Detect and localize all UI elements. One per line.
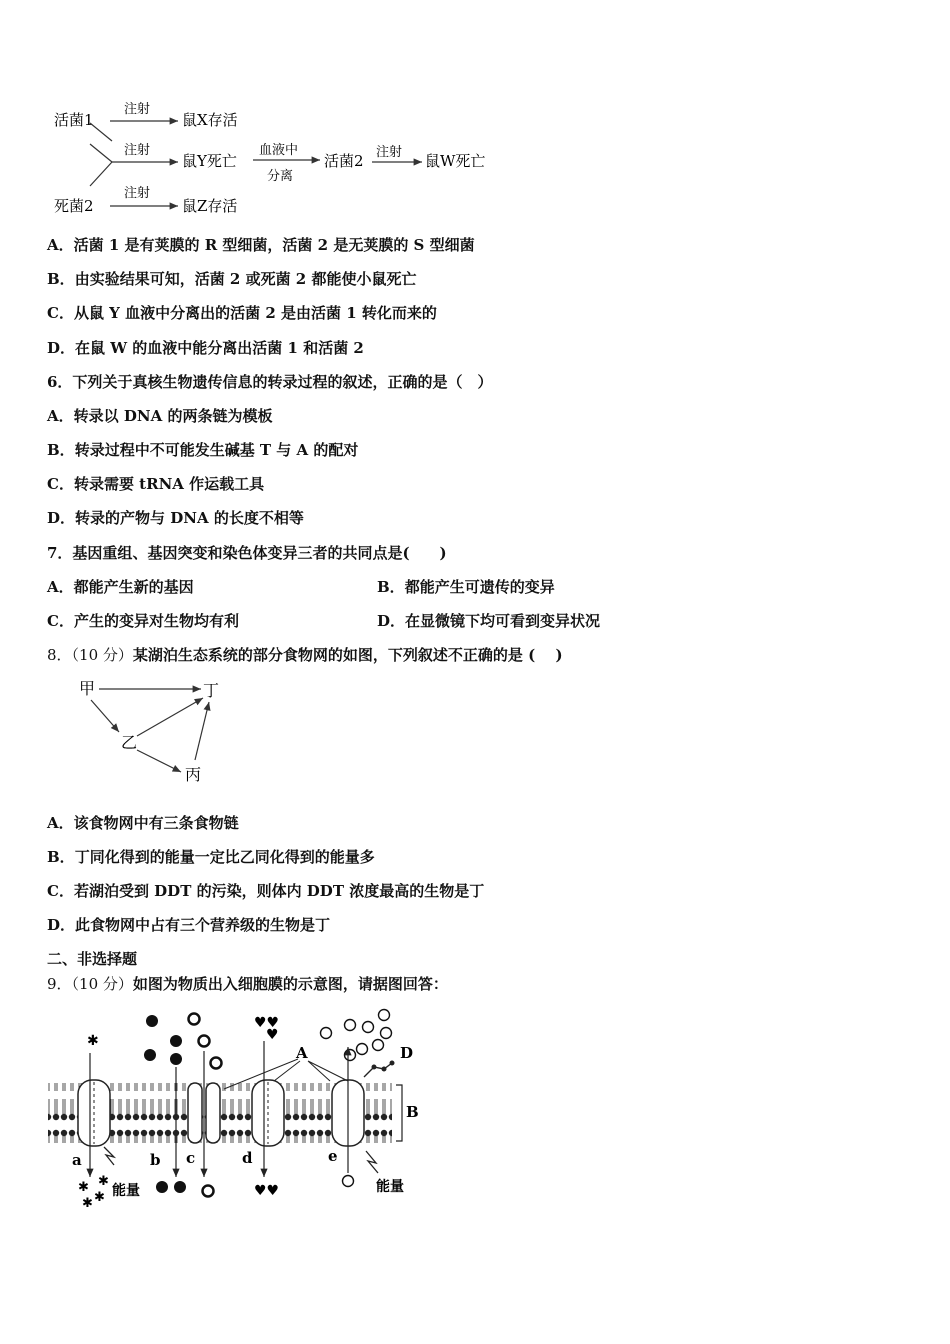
inject-label-4: 注射 xyxy=(124,186,151,201)
option-text: 从鼠 Y 血液中分离出的活菌 2 是由活菌 1 转化而来的 xyxy=(73,304,437,322)
heart-particle: ♥♥ xyxy=(254,1015,280,1031)
option-letter: A． xyxy=(47,578,74,596)
star-particle: ✱ xyxy=(98,1174,109,1189)
open-particle xyxy=(379,1010,390,1021)
label-c: c xyxy=(186,1149,196,1167)
inject-label-1: 注射 xyxy=(124,102,151,117)
arrow-bing-ding xyxy=(195,702,209,760)
section-heading: 二、非选择题 xyxy=(47,950,138,968)
option-letter: A． xyxy=(47,814,74,832)
option-letter: C． xyxy=(47,612,74,630)
star-particle: ✱ xyxy=(94,1190,105,1205)
q8-option-b xyxy=(47,847,375,867)
ring-particle xyxy=(203,1186,214,1197)
option-text: 转录以 DNA 的两条链为模板 xyxy=(73,407,273,425)
energy-zigzag-a xyxy=(104,1147,114,1165)
option-letter: D． xyxy=(47,916,76,934)
option-text: 若湖泊受到 DDT 的污染，则体内 DDT 浓度最高的生物是丁 xyxy=(73,882,485,900)
label-e: e xyxy=(328,1147,338,1165)
label-b-upper: B xyxy=(406,1103,419,1121)
open-particle xyxy=(321,1028,332,1039)
open-particle xyxy=(381,1028,392,1039)
q6-option-c xyxy=(47,474,264,494)
q7-option-a xyxy=(47,577,194,597)
solid-particle xyxy=(170,1035,182,1047)
option-text: 都能产生可遗传的变异 xyxy=(404,578,555,596)
option-text: 在鼠 W 的血液中能分离出活菌 1 和活菌 2 xyxy=(75,339,364,357)
inject-label-3: 注射 xyxy=(376,145,403,160)
option-text: 都能产生新的基因 xyxy=(73,578,194,596)
option-letter: A． xyxy=(47,236,74,254)
open-particle xyxy=(345,1020,356,1031)
option-letter: B． xyxy=(47,441,75,459)
label-a-upper: A xyxy=(296,1044,308,1062)
q8-option-a xyxy=(47,813,239,833)
q6-option-a xyxy=(47,406,272,426)
solid-particle xyxy=(146,1015,158,1027)
question-text: 如图为物质出入细胞膜的示意图，请据图回答： xyxy=(132,975,448,993)
node-bing: 丙 xyxy=(185,765,202,784)
ring-particle xyxy=(199,1036,210,1047)
sugar-dot-3 xyxy=(390,1061,395,1066)
q7-option-d xyxy=(377,611,600,631)
q8-stem xyxy=(47,645,563,665)
solid-particle xyxy=(156,1181,168,1193)
q5-option-a xyxy=(47,235,475,255)
option-letter: A． xyxy=(47,407,74,425)
option-letter: D． xyxy=(377,612,406,630)
q9-stem xyxy=(47,974,448,994)
sugar-dot-1 xyxy=(372,1065,377,1070)
sugar-dot-2 xyxy=(382,1067,387,1072)
open-particle xyxy=(357,1044,368,1055)
inject-label-2: 注射 xyxy=(124,143,151,158)
label-d: D xyxy=(400,1044,414,1062)
option-letter: C． xyxy=(47,304,74,322)
cell-membrane-figure xyxy=(44,1005,424,1215)
q6-stem: 6．下列关于真核生物遗传信息的转录过程的叙述，正确的是（ ） xyxy=(47,373,493,391)
node-jia: 甲 xyxy=(79,679,96,698)
branch-line-up xyxy=(90,123,112,141)
mouse-x-label: 鼠X存活 xyxy=(182,111,238,129)
option-text: 转录过程中不可能发生碱基 T 与 A 的配对 xyxy=(74,441,359,459)
arrow-yi-ding xyxy=(137,698,203,736)
branch-line-main xyxy=(90,144,112,162)
bracket-b xyxy=(396,1085,402,1141)
open-particle xyxy=(373,1040,384,1051)
question-text: 某湖泊生态系统的部分食物网的如图，下列叙述不正确的是 ( ) xyxy=(132,646,563,664)
carrier-protein-c xyxy=(188,1083,202,1143)
question-number: 8．（10 分） xyxy=(47,646,133,664)
heart-particle: ♥♥ xyxy=(254,1183,280,1199)
option-text: 丁同化得到的能量一定比乙同化得到的能量多 xyxy=(74,848,375,866)
branch-line-down xyxy=(90,162,112,186)
q6-option-b xyxy=(47,440,358,460)
open-particle xyxy=(345,1050,356,1061)
energy-label-a: 能量 xyxy=(112,1183,140,1199)
label-b: b xyxy=(150,1151,161,1169)
option-text: 产生的变异对生物均有利 xyxy=(73,612,239,630)
energy-zigzag-e xyxy=(366,1151,378,1173)
ring-particle xyxy=(211,1058,222,1069)
live2-label: 活菌2 xyxy=(324,152,364,170)
open-particle xyxy=(363,1022,374,1033)
open-particle xyxy=(343,1176,354,1187)
q7-stem: 7．基因重组、基因突变和染色体变异三者的共同点是( ) xyxy=(47,544,447,562)
glycoprotein-d xyxy=(364,1063,392,1077)
star-particle: ✱ xyxy=(82,1196,93,1211)
q7-option-c xyxy=(47,611,239,631)
star-particle: ✱ xyxy=(78,1180,89,1195)
mouse-w-label: 鼠W死亡 xyxy=(425,152,486,170)
node-ding: 丁 xyxy=(203,681,220,700)
q5-option-b xyxy=(47,269,416,289)
option-text: 此食物网中占有三个营养级的生物是丁 xyxy=(75,916,331,934)
question-number: 9．（10 分） xyxy=(47,975,133,993)
label-a: a xyxy=(72,1151,82,1169)
separate-bottom-label: 分离 xyxy=(267,169,294,184)
option-letter: B． xyxy=(47,848,75,866)
arrow-yi-bing xyxy=(137,750,181,772)
option-text: 转录的产物与 DNA 的长度不相等 xyxy=(75,509,304,527)
transformation-experiment-figure xyxy=(50,96,510,221)
q8-option-d xyxy=(47,915,330,935)
arrow-jia-yi xyxy=(91,700,119,732)
q8-option-c xyxy=(47,881,484,901)
carrier-protein-c2 xyxy=(206,1083,220,1143)
energy-label-e: 能量 xyxy=(376,1179,404,1195)
solid-particle xyxy=(174,1181,186,1193)
option-letter: D． xyxy=(47,509,76,527)
star-particle: ✱ xyxy=(87,1033,99,1049)
option-letter: B． xyxy=(47,270,75,288)
option-text: 转录需要 tRNA 作运载工具 xyxy=(73,475,265,493)
label-d-lower: d xyxy=(242,1149,253,1167)
option-letter: C． xyxy=(47,882,74,900)
option-text: 在显微镜下均可看到变异状况 xyxy=(405,612,601,630)
mouse-z-label: 鼠Z存活 xyxy=(182,197,238,215)
live1-label: 活菌1 xyxy=(54,111,94,129)
solid-particle xyxy=(144,1049,156,1061)
node-yi: 乙 xyxy=(121,733,138,752)
solid-particle xyxy=(170,1053,182,1065)
q5-option-c xyxy=(47,303,437,323)
food-web-figure xyxy=(75,676,235,786)
q6-option-d xyxy=(47,508,304,528)
q5-option-d xyxy=(47,338,364,358)
option-letter: C． xyxy=(47,475,74,493)
dead2-label: 死菌2 xyxy=(54,197,94,215)
option-letter: D． xyxy=(47,339,76,357)
heart-particle: ♥ xyxy=(266,1027,279,1043)
option-letter: B． xyxy=(377,578,405,596)
separate-top-label: 血液中 xyxy=(259,143,299,158)
option-text: 活菌 1 是有荚膜的 R 型细菌，活菌 2 是无荚膜的 S 型细菌 xyxy=(73,236,475,254)
option-text: 该食物网中有三条食物链 xyxy=(73,814,239,832)
q7-option-b xyxy=(377,577,555,597)
ring-particle xyxy=(189,1014,200,1025)
option-text: 由实验结果可知，活菌 2 或死菌 2 都能使小鼠死亡 xyxy=(74,270,417,288)
mouse-y-label: 鼠Y死亡 xyxy=(182,152,237,170)
